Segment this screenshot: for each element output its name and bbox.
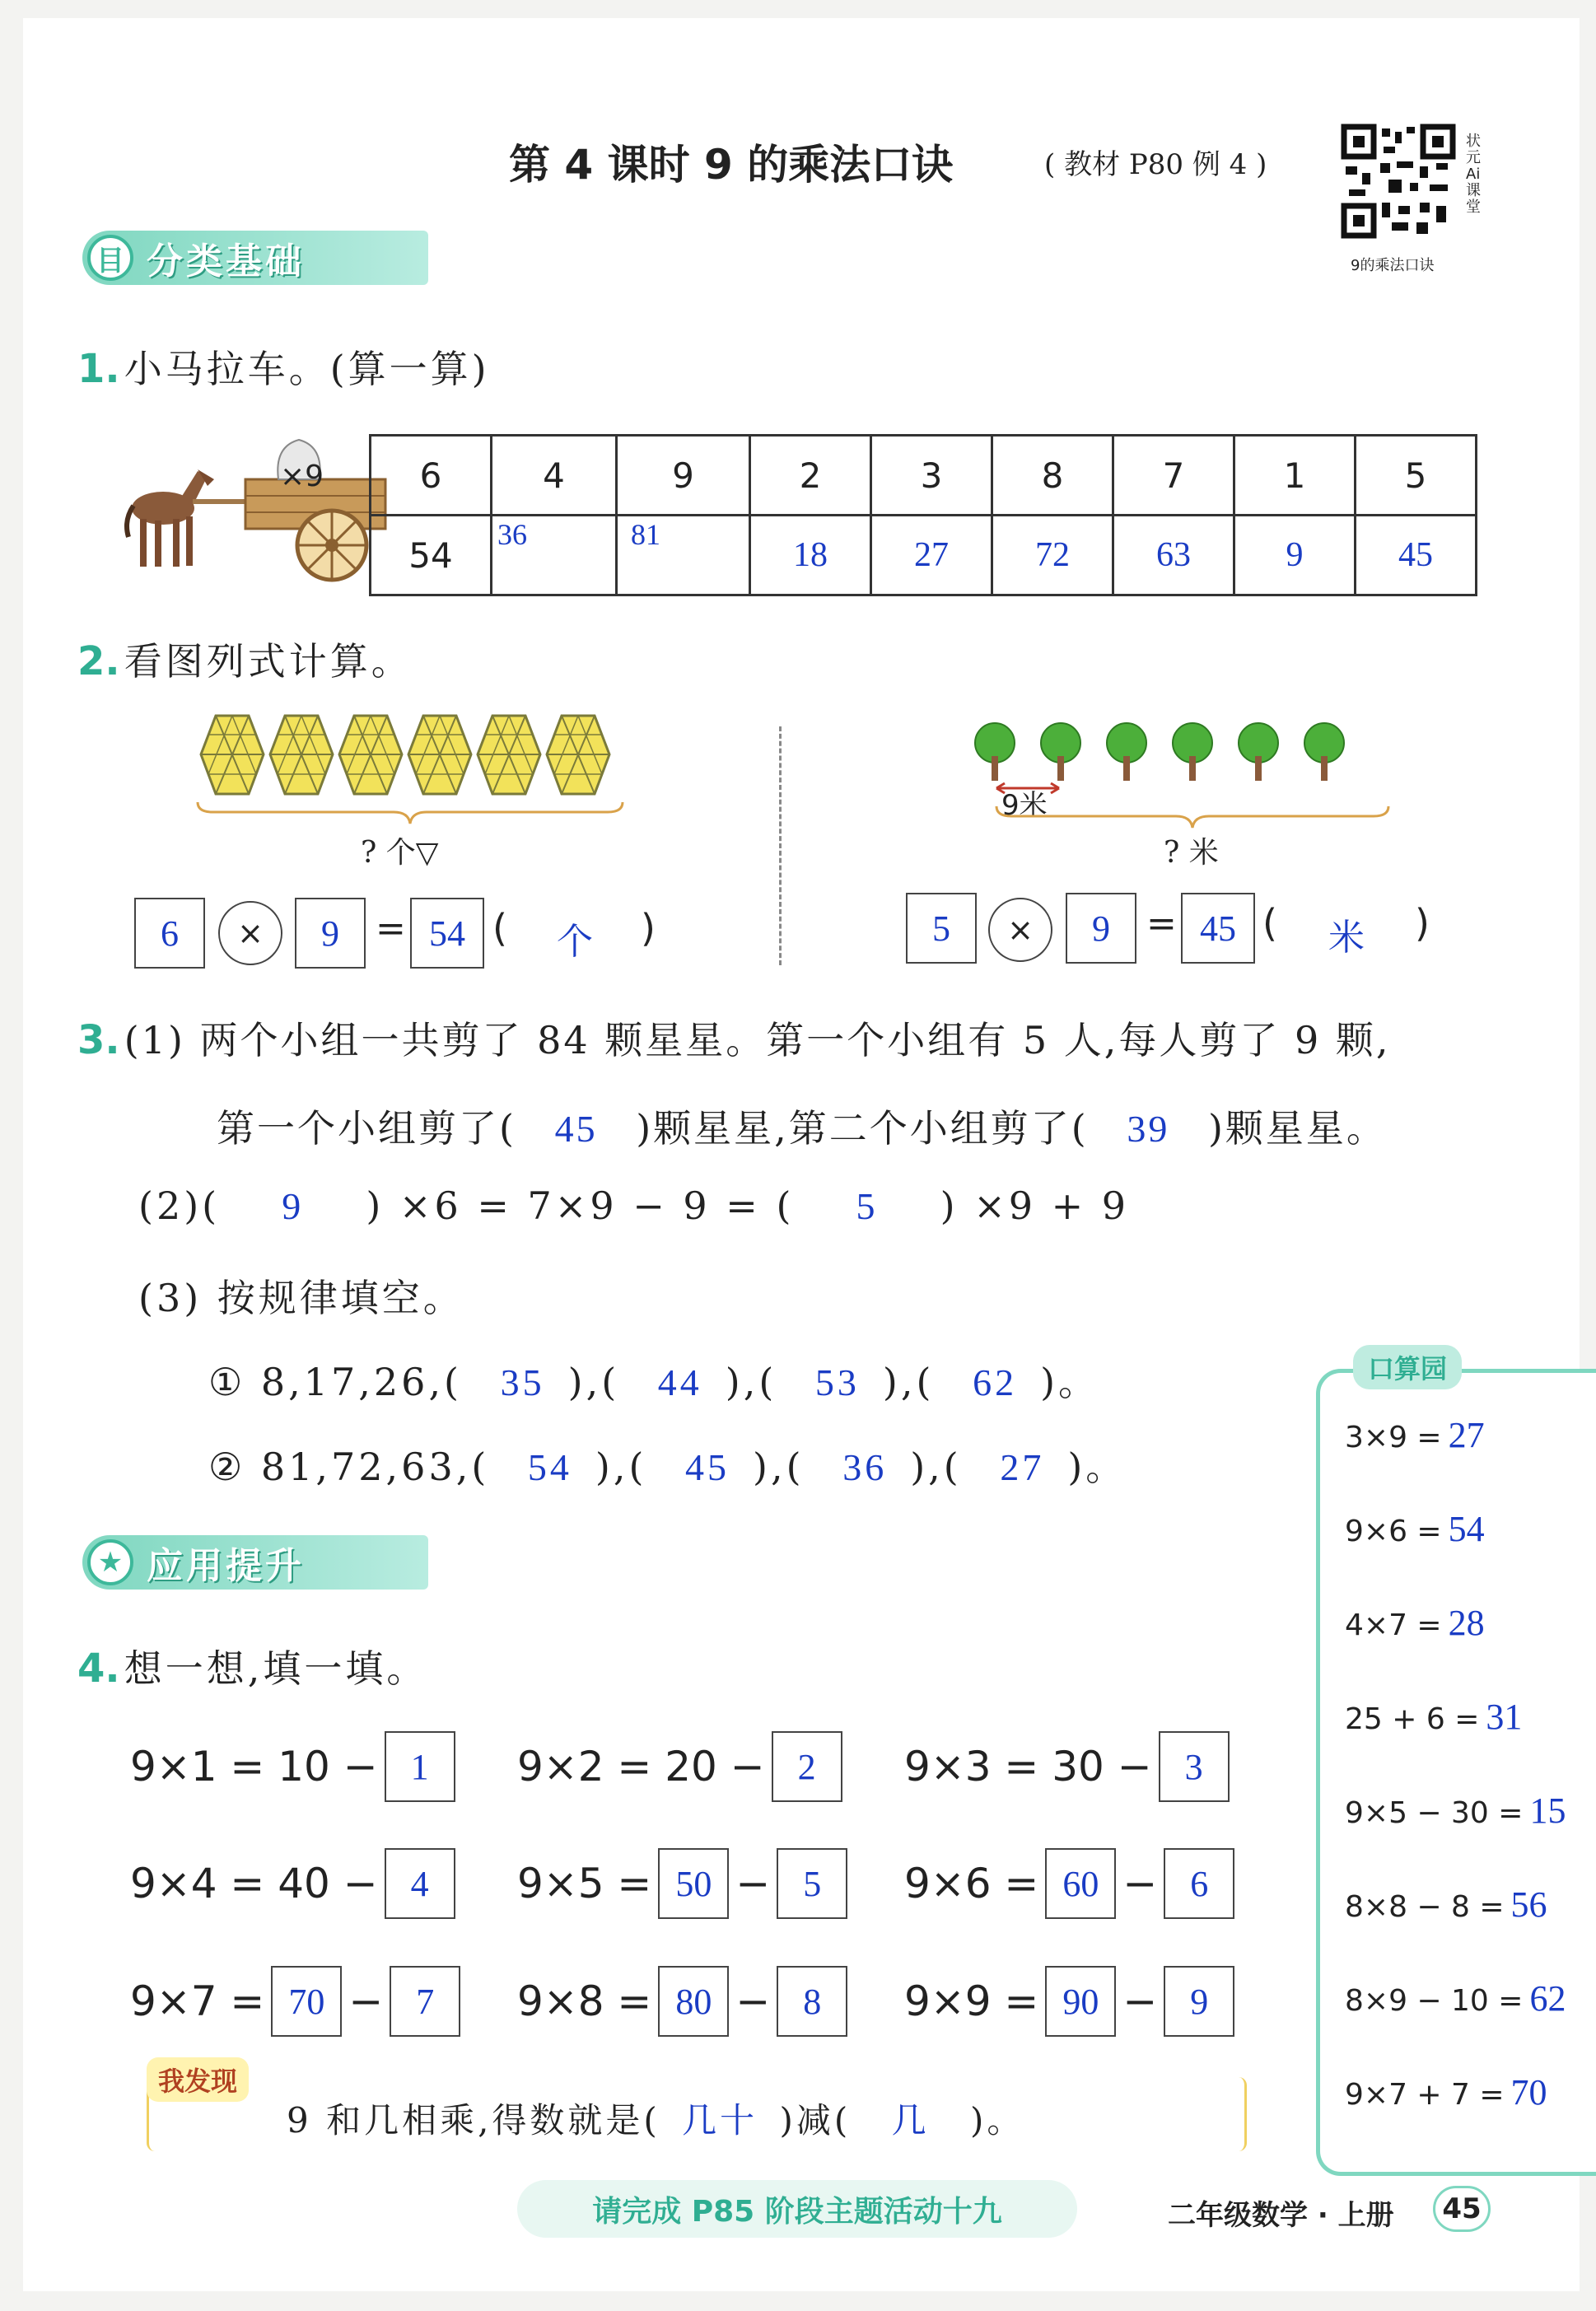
paren: ) <box>641 906 656 950</box>
discovery-text <box>287 2094 1024 2143</box>
answer-box: 9 <box>295 898 366 969</box>
text: 9×8 = <box>517 1977 652 2025</box>
text: 第一个小组剪了( <box>217 1106 516 1151</box>
answer-cell: 9 <box>1234 516 1356 595</box>
text: ),( <box>753 1445 805 1489</box>
answer-box: 6 <box>1164 1848 1234 1919</box>
divider <box>779 726 782 965</box>
mental-math-item <box>1345 1508 1485 1550</box>
answer-box: 80 <box>658 1966 729 2037</box>
sequence-1 <box>208 1352 1099 1407</box>
section-banner-basics <box>82 231 428 285</box>
multiplication-table <box>369 434 1477 596</box>
mental-math-item <box>1345 1696 1522 1738</box>
unit-answer: 米 <box>1328 917 1365 958</box>
equation <box>130 1966 467 2037</box>
qr-caption: 9的乘法口诀 <box>1351 257 1435 274</box>
text: − <box>348 1977 384 2025</box>
text: ),( <box>725 1360 777 1404</box>
mental-math-item <box>1345 1790 1566 1832</box>
text: − <box>1122 1860 1158 1907</box>
text: ),( <box>910 1445 962 1489</box>
answer-box: 54 <box>410 898 484 969</box>
text: 9×1 = 10 − <box>130 1743 378 1790</box>
answer: 9 <box>282 1185 305 1227</box>
paren: ( <box>1262 901 1277 945</box>
question-1-header <box>77 339 490 394</box>
question-number: 1. <box>77 346 120 392</box>
equation <box>517 1848 854 1919</box>
question-3-part3: (3) 按规律填空。 <box>138 1276 464 1320</box>
table-cell: 4 <box>492 436 617 516</box>
text: 9 和几相乘,得数就是( <box>287 2100 660 2141</box>
section-icon: 目 <box>87 235 133 281</box>
answer-box: 3 <box>1159 1731 1230 1802</box>
answer-cell: 81 <box>617 516 750 595</box>
equation <box>904 1966 1241 2037</box>
section-banner-application <box>82 1535 428 1590</box>
answer-box: 8 <box>777 1966 847 2037</box>
table-cell: 2 <box>750 436 871 516</box>
right-brace <box>995 805 1390 829</box>
answer-cell: 27 <box>871 516 992 595</box>
operator-circle: × <box>988 898 1052 962</box>
answer: 15 <box>1529 1790 1566 1831</box>
text: ),( <box>567 1360 620 1404</box>
table-cell: 54 <box>371 516 492 595</box>
answer: 27 <box>1000 1446 1045 1488</box>
footer-task: 请完成 P85 阶段主题活动十九 <box>517 2180 1077 2238</box>
text: 9×5 − 30 = <box>1345 1796 1524 1830</box>
text: − <box>735 1860 771 1907</box>
left-brace <box>196 801 624 825</box>
answer-box: 5 <box>906 893 977 964</box>
text: )减( <box>779 2100 852 2141</box>
equation <box>517 1966 854 2037</box>
text: 9×3 = 30 − <box>904 1743 1152 1790</box>
answer: 62 <box>1529 1978 1566 2019</box>
answer-cell: 45 <box>1356 516 1477 595</box>
answer: 54 <box>1448 1509 1485 1549</box>
answer: 45 <box>685 1446 730 1488</box>
answer-box: 5 <box>777 1848 847 1919</box>
text: ),( <box>882 1360 935 1404</box>
workbook-page <box>23 18 1580 2291</box>
text: 25 + 6 = <box>1345 1702 1480 1736</box>
left-caption: ? 个▽ <box>361 836 439 870</box>
answer-box: 9 <box>1066 893 1136 964</box>
text: 9×4 = 40 − <box>130 1860 378 1907</box>
answer: 36 <box>842 1446 888 1488</box>
section-icon: ★ <box>87 1539 133 1585</box>
text: − <box>1122 1977 1158 2025</box>
horse-cart-illustration <box>122 430 394 595</box>
answer: 5 <box>856 1185 879 1227</box>
text: 9×6 = <box>1345 1515 1442 1548</box>
text: )颗星星,第二个小组剪了( <box>636 1106 1089 1151</box>
paren: ( <box>492 906 507 950</box>
question-text: 想一想,填一填。 <box>124 1646 428 1691</box>
text: 8×8 − 8 = <box>1345 1890 1505 1924</box>
text: ),( <box>595 1445 647 1489</box>
equation <box>517 1731 849 1802</box>
answer-box: 45 <box>1181 893 1255 964</box>
paren: ) <box>1415 901 1430 945</box>
answer: 几 <box>891 2103 930 2141</box>
equals-sign: = <box>376 908 406 950</box>
answer-box: 50 <box>658 1848 729 1919</box>
lesson-title: 第 4 课时 9 的乘法口诀 <box>509 141 954 189</box>
mental-math-item <box>1345 1602 1485 1644</box>
table-cell: 9 <box>617 436 750 516</box>
table-cell: 7 <box>1113 436 1234 516</box>
section-title: 应用提升 <box>147 1545 305 1587</box>
question-text: (1) 两个小组一共剪了 84 颗星星。第一个小组有 5 人,每人剪了 9 颗, <box>124 1018 1391 1062</box>
answer: 28 <box>1448 1603 1485 1643</box>
text: ) ×6 = 7×9 − 9 = ( <box>366 1184 795 1228</box>
answer: 70 <box>1510 2072 1547 2113</box>
answer-box: 70 <box>271 1966 342 2037</box>
answer: 54 <box>527 1446 572 1488</box>
text: 9×7 + 7 = <box>1345 2078 1505 2112</box>
section-title: 分类基础 <box>147 240 305 282</box>
table-row-inputs <box>371 436 1477 516</box>
question-3-part2 <box>138 1184 1129 1228</box>
text: 8×9 − 10 = <box>1345 1984 1524 2018</box>
table-cell: 5 <box>1356 436 1477 516</box>
right-caption: ? 米 <box>1164 836 1219 870</box>
text: ) ×9 + 9 <box>940 1184 1130 1228</box>
qr-code[interactable] <box>1341 124 1456 239</box>
answer-box: 2 <box>772 1731 842 1802</box>
text: ② 81,72,63,( <box>208 1445 490 1489</box>
mental-math-item <box>1345 1977 1566 2019</box>
question-4-header <box>77 1639 427 1693</box>
answer-box: 4 <box>385 1848 455 1919</box>
page-number: 45 <box>1433 2186 1491 2232</box>
question-3-part1-line2 <box>217 1099 1387 1153</box>
answer: 31 <box>1486 1697 1523 1737</box>
text: 9×9 = <box>904 1977 1039 2025</box>
footer-book: 二年级数学 · 上册 <box>1168 2199 1394 2232</box>
question-2-header <box>77 632 413 686</box>
question-number: 2. <box>77 638 120 684</box>
operator-circle: × <box>218 901 282 965</box>
text: (2)( <box>138 1184 221 1228</box>
equals-sign: = <box>1146 903 1177 945</box>
text: 4×7 = <box>1345 1608 1442 1642</box>
equation <box>130 1731 462 1802</box>
table-cell: 6 <box>371 436 492 516</box>
answer: 62 <box>973 1361 1018 1403</box>
answer-cell: 72 <box>992 516 1113 595</box>
mental-math-item <box>1345 1414 1485 1456</box>
answer-cell: 18 <box>750 516 871 595</box>
text: 9×6 = <box>904 1860 1039 1907</box>
text: )。 <box>970 2100 1025 2141</box>
question-text: 看图列式计算。 <box>124 639 413 684</box>
question-text: 小马拉车。(算一算) <box>124 347 490 391</box>
lesson-subtitle: ( 教材 P80 例 4 ) <box>1044 148 1267 181</box>
answer-box: 9 <box>1164 1966 1234 2037</box>
answer: 39 <box>1127 1108 1170 1150</box>
answer-cell: 36 <box>492 516 617 595</box>
equation <box>904 1731 1236 1802</box>
question-number: 4. <box>77 1646 120 1692</box>
table-cell: 3 <box>871 436 992 516</box>
answer: 56 <box>1510 1884 1547 1925</box>
answer: 45 <box>554 1108 598 1150</box>
answer-box: 60 <box>1045 1848 1116 1919</box>
equation <box>130 1848 462 1919</box>
answer: 44 <box>657 1361 702 1403</box>
answer: 53 <box>814 1361 860 1403</box>
answer: 35 <box>500 1361 545 1403</box>
question-3-part1 <box>77 1011 1391 1065</box>
mental-math-item <box>1345 2071 1547 2113</box>
text: 9×2 = 20 − <box>517 1743 765 1790</box>
qr-side-text: 状元Ai课堂 <box>1466 133 1481 216</box>
distance-label: 9米 <box>1001 789 1048 822</box>
unit-answer: 个 <box>557 922 593 962</box>
answer: 几十 <box>682 2103 758 2141</box>
cart-label: ×9 <box>280 460 324 493</box>
equation <box>904 1848 1241 1919</box>
answer-box: 6 <box>134 898 205 969</box>
triangle-hexagons-illustration <box>196 710 624 801</box>
answer-box: 1 <box>385 1731 455 1802</box>
mental-math-panel <box>1316 1353 1596 2176</box>
answer-box: 90 <box>1045 1966 1116 2037</box>
text: ① 8,17,26,( <box>208 1360 463 1404</box>
sequence-2 <box>208 1437 1127 1492</box>
text: 9×5 = <box>517 1860 652 1907</box>
text: 9×7 = <box>130 1977 265 2025</box>
text: )。 <box>1067 1445 1127 1489</box>
table-cell: 1 <box>1234 436 1356 516</box>
answer-box: 7 <box>390 1966 460 2037</box>
text: − <box>735 1977 771 2025</box>
answer: 27 <box>1448 1415 1485 1455</box>
panel-title: 口算园 <box>1353 1345 1462 1389</box>
table-row-answers <box>371 516 1477 595</box>
trees-illustration <box>970 718 1398 784</box>
text: 3×9 = <box>1345 1421 1442 1454</box>
table-cell: 8 <box>992 436 1113 516</box>
text: )。 <box>1040 1360 1100 1404</box>
question-number: 3. <box>77 1017 120 1063</box>
mental-math-item <box>1345 1884 1547 1926</box>
text: )颗星星。 <box>1207 1106 1387 1151</box>
discovery-label: 我发现 <box>147 2057 249 2102</box>
answer-cell: 63 <box>1113 516 1234 595</box>
